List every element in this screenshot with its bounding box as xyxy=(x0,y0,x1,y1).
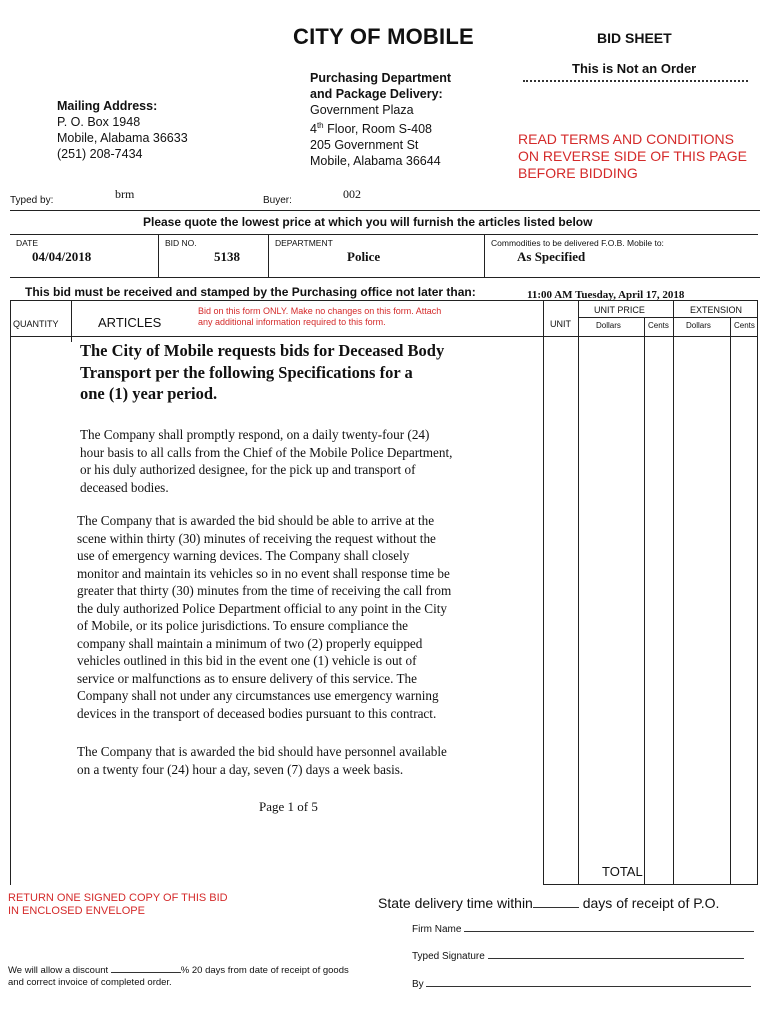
return-instruction xyxy=(8,892,228,918)
typed-by-label: Typed by: xyxy=(10,195,54,206)
bid-heading-line: Transport per the following Specifications for a xyxy=(80,362,413,382)
extension-header: EXTENSION xyxy=(690,305,743,315)
purchasing-label: and Package Delivery: xyxy=(310,87,443,101)
delivery-time-field xyxy=(378,895,719,911)
return-instruction-line: IN ENCLOSED ENVELOPE xyxy=(8,905,145,917)
typed-signature-label: Typed Signature xyxy=(412,951,485,962)
mailing-address-label: Mailing Address: xyxy=(57,99,158,113)
paragraph-line: scene within thirty (30) minutes of receiving the request without the xyxy=(77,530,436,546)
firm-name-blank[interactable] xyxy=(464,923,754,932)
buyer-label: Buyer: xyxy=(263,195,292,206)
terms-notice-line: READ TERMS AND CONDITIONS xyxy=(518,131,734,147)
mailing-address-line: P. O. Box 1948 xyxy=(57,115,141,129)
department-label: DEPARTMENT xyxy=(275,238,333,248)
bid-heading-line: The City of Mobile requests bids for Deceased Body xyxy=(80,341,445,360)
discount-label: We will allow a discount xyxy=(8,965,109,976)
paragraph-line: monitor and maintain its vehicles so in no event shall response time be xyxy=(77,565,450,581)
purchasing-address-line xyxy=(310,118,451,137)
by-label: By xyxy=(412,979,424,990)
date-label: DATE xyxy=(16,238,39,248)
paragraph-line: of Mobile, or its police jurisdictions. To ensure compliance the xyxy=(77,618,409,633)
purchasing-address-line: 205 Government St xyxy=(310,138,419,153)
quantity-header: QUANTITY xyxy=(13,319,59,329)
bid-info-row xyxy=(10,234,758,277)
paragraph-line: Company shall not under any circumstances use emergency warning xyxy=(77,688,439,703)
table-bottom-border xyxy=(543,884,758,885)
table-left-border xyxy=(10,300,11,885)
unit-price-header: UNIT PRICE xyxy=(594,305,645,315)
department-cell xyxy=(268,235,485,277)
date-cell xyxy=(10,235,158,277)
paragraph-line: The Company that is awarded the bid should be able to arrive at the xyxy=(77,513,435,528)
bid-sheet-title: BID SHEET xyxy=(597,30,672,46)
unit-header: UNIT xyxy=(550,319,571,329)
not-an-order-note: This is Not an Order xyxy=(572,61,697,76)
mailing-address xyxy=(57,98,188,162)
bid-no-cell xyxy=(158,235,269,277)
deadline-value: 11:00 AM Tuesday, April 17, 2018 xyxy=(527,289,685,301)
floor-suffix: th xyxy=(316,121,324,130)
discount-terms-text: % 20 days from date of receipt of goods xyxy=(180,965,349,976)
floor-number: 4 xyxy=(310,122,317,137)
paragraph-line: The Company that is awarded the bid should have personnel available xyxy=(77,744,447,759)
arrival-paragraph xyxy=(77,512,517,722)
commodities-value: As Specified xyxy=(517,249,586,264)
paragraph-line: deceased bodies. xyxy=(80,479,169,495)
commodities-cell xyxy=(484,235,759,277)
paragraph-line: or his duly authorized designee, for the pick up and transport of xyxy=(80,462,416,477)
divider xyxy=(10,277,760,278)
discount-line-2: and correct invoice of completed order. xyxy=(8,977,172,988)
bid-no-label: BID NO. xyxy=(165,238,197,248)
extension-cents-header: Cents xyxy=(734,321,755,330)
by-blank[interactable] xyxy=(426,978,751,987)
paragraph-line: greater that thirty (30) minutes from the time of receiving the call from xyxy=(77,583,452,598)
paragraph-line: service or malfunctions as to ensure delivery of this service. The xyxy=(77,670,417,686)
cents-column-divider xyxy=(730,317,731,885)
cents-column-divider xyxy=(644,317,645,885)
terms-notice xyxy=(518,131,747,182)
delivery-time-label: State delivery time within xyxy=(378,895,533,911)
purchasing-address xyxy=(310,70,451,169)
page-number: Page 1 of 5 xyxy=(259,799,318,814)
paragraph-line: on a twenty four (24) hour a day, seven (7) days a week basis. xyxy=(77,761,404,777)
delivery-days-blank[interactable] xyxy=(533,895,579,908)
table-header-bottom xyxy=(10,336,758,337)
response-paragraph xyxy=(80,426,520,496)
unit-price-cents-header: Cents xyxy=(648,321,669,330)
articles-column-divider xyxy=(543,300,544,885)
form-instruction-line: any additional information required to this form. xyxy=(198,317,386,327)
form-instruction-note xyxy=(198,306,441,328)
typed-signature-field xyxy=(412,950,744,962)
unit-column-divider xyxy=(578,300,579,885)
paragraph-line: vehicles outlined in this bid in the event one (1) vehicle is out of xyxy=(77,653,417,668)
city-title: CITY OF MOBILE xyxy=(293,24,474,49)
department-value: Police xyxy=(347,249,381,264)
buyer-value: 002 xyxy=(343,187,361,201)
bid-heading xyxy=(80,340,520,405)
typed-by-value: brm xyxy=(115,187,135,201)
quote-instruction: Please quote the lowest price at which you will furnish the articles listed below xyxy=(143,215,593,229)
firm-name-field xyxy=(412,923,754,935)
table-right-border xyxy=(757,300,758,885)
paragraph-line: The Company shall promptly respond, on a daily twenty-four (24) xyxy=(80,427,430,442)
discount-line-1 xyxy=(8,964,349,977)
deadline-label: This bid must be received and stamped by the Purchasing office not later than: xyxy=(25,285,476,299)
table-top-border xyxy=(10,300,758,301)
bid-no-value: 5138 xyxy=(214,249,240,264)
extension-dollars-header: Dollars xyxy=(686,321,711,330)
unit-price-dollars-header: Dollars xyxy=(596,321,621,330)
purchasing-address-line: Mobile, Alabama 36644 xyxy=(310,154,441,169)
dotted-divider xyxy=(523,80,748,82)
paragraph-line: the duly authorized Police Department official to any point in the City xyxy=(77,600,448,616)
purchasing-label: Purchasing Department xyxy=(310,71,452,85)
bid-heading-line: one (1) year period. xyxy=(80,384,218,403)
extension-column-divider xyxy=(673,300,674,885)
by-field xyxy=(412,978,751,990)
form-instruction-line: Bid on this form ONLY. Make no changes on this form. Attach xyxy=(198,306,442,316)
commodities-label: Commodities to be delivered F.O.B. Mobile to: xyxy=(491,238,664,248)
firm-name-label: Firm Name xyxy=(412,924,462,935)
mailing-address-line: Mobile, Alabama 36633 xyxy=(57,131,188,145)
paragraph-line: use of emergency warning devices. The Company shall closely xyxy=(77,548,410,563)
return-instruction-line: RETURN ONE SIGNED COPY OF THIS BID xyxy=(8,892,228,904)
date-value: 04/04/2018 xyxy=(32,249,92,264)
purchasing-address-line: Government Plaza xyxy=(310,103,414,117)
paragraph-line: company shall maintain a minimum of two (2) properly equipped xyxy=(77,635,423,651)
floor-rest: Floor, Room S-408 xyxy=(323,122,433,137)
articles-header: ARTICLES xyxy=(98,315,162,330)
total-label: TOTAL xyxy=(602,864,643,879)
mailing-address-line: (251) 208-7434 xyxy=(57,147,143,161)
terms-notice-line: ON REVERSE SIDE OF THIS PAGE xyxy=(518,148,747,164)
personnel-paragraph xyxy=(77,743,517,778)
discount-terms xyxy=(8,964,349,989)
paragraph-line: devices in the transport of deceased bodies pursuant to this contract. xyxy=(77,705,437,721)
divider xyxy=(10,210,760,211)
delivery-time-suffix: days of receipt of P.O. xyxy=(582,895,720,911)
typed-signature-blank[interactable] xyxy=(488,950,744,959)
price-header-divider xyxy=(578,317,758,318)
paragraph-line: hour basis to all calls from the Chief of the Mobile Police Department, xyxy=(80,444,453,460)
discount-percent-blank[interactable] xyxy=(111,964,181,973)
terms-notice-line: BEFORE BIDDING xyxy=(518,165,638,181)
